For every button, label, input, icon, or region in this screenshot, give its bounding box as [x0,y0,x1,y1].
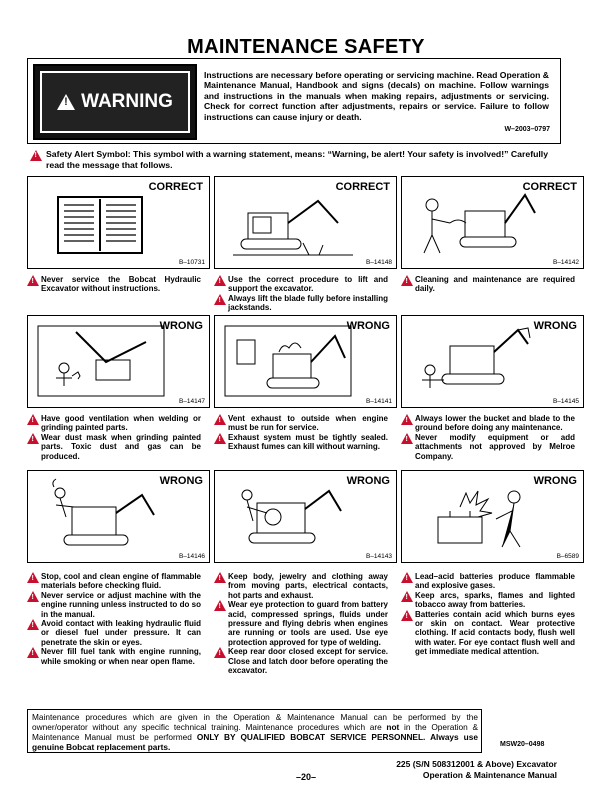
welding-indoors-icon [36,322,166,400]
safety-panel-6 [401,315,584,408]
caption-text: Lead–acid batteries produce flammable and explosive gases. [415,572,575,591]
panel-label: CORRECT [522,181,577,193]
footer-text-b: in the Operation & Maintenance Manual must be performed [32,722,478,742]
alert-triangle-icon [214,647,226,658]
alert-triangle-icon [401,414,413,425]
safety-panel-5 [214,315,397,408]
warning-code: W–2003–0797 [504,126,550,133]
safety-panel-4 [27,315,210,408]
panel-captions [41,414,201,461]
panel-label: WRONG [346,320,390,332]
raised-bucket-icon [410,322,540,400]
safety-panel-2 [214,176,397,269]
manual-name: Operation & Maintenance Manual [422,770,557,780]
caption-text: Vent exhaust to outside when engine must be run for service. [228,414,388,433]
moving-parts-icon [223,477,353,555]
alert-triangle-icon [27,433,39,444]
caption-text: Use the correct procedure to lift and support the excavator. [228,275,388,294]
caption-text: Wear dust mask when grinding painted parts. Toxic dust and gas can be produced. [41,432,201,461]
panel-captions [228,414,388,452]
panel-label: WRONG [533,320,577,332]
safety-panel-3 [401,176,584,269]
fueling-smoking-icon [36,477,166,555]
caption-text: Cleaning and maintenance are required daily. [415,275,575,294]
footer-text-not: not [386,722,400,732]
safety-panel-1 [27,176,210,269]
panel-captions [228,572,388,675]
panel-code: B–14142 [552,259,579,266]
alert-triangle-icon [401,433,413,444]
footer-text-bold: ONLY BY QUALIFIED BOBCAT SERVICE PERSONNEL. Always use genuine Bobcat replacement parts. [32,732,478,752]
caption-text: Never fill fuel tank with engine running, while smoking or when near open flame. [41,647,201,666]
alert-triangle-icon [401,572,413,583]
alert-triangle-icon [27,591,39,602]
panel-code: B–14143 [365,553,392,560]
safety-panel-9 [401,470,584,563]
warning-text: Instructions are necessary before operating or servicing machine. Read Operation & Maintenance Manual, Handbook and signs (decals) on machine. Follow warnings and instructions in the manuals when making repairs, adjustments or servicing. Check for correct function after adjustments, repairs or service. Failure to follow instructions can cause injury or death. [204,70,549,122]
panel-label: WRONG [159,475,203,487]
alert-triangle-icon [214,414,226,425]
caption-text: Wear eye protection to guard from battery acid, compressed springs, fluids under pressure and flying debris when engines are running or tools are used. Use eye protection approved for type of welding. [228,600,388,647]
alert-triangle-icon [214,275,226,286]
footer-code: MSW20–0498 [500,741,545,748]
caption-text: Always lift the blade fully before installing jackstands. [228,293,388,313]
safety-panel-8 [214,470,397,563]
panel-captions [41,275,201,294]
caption-text: Keep arcs, sparks, flames and lighted tobacco away from batteries. [415,590,575,610]
warning-badge [33,64,197,140]
caption-text: Keep rear door closed except for service. Close and latch door before operating the excavator. [228,647,388,676]
alert-triangle-icon [214,433,226,444]
exhaust-indoors-icon [223,322,353,400]
alert-triangle-icon [214,572,226,583]
panel-captions [415,572,575,657]
warning-triangle-icon [57,94,75,110]
panel-code: B–6589 [556,553,579,560]
manual-book-icon [36,183,166,261]
panel-code: B–14141 [365,398,392,405]
alert-triangle-icon [214,294,226,305]
caption-text: Stop, cool and clean engine of flammable materials before checking fluid. [41,572,201,591]
warning-label: WARNING [81,91,173,112]
page-number: –20– [295,772,317,782]
panel-label: WRONG [533,475,577,487]
alert-triangle-icon [27,572,39,583]
alert-triangle-icon [401,275,413,286]
panel-code: B–14145 [552,398,579,405]
panel-code: B–14148 [365,259,392,266]
caption-text: Have good ventilation when welding or grinding painted parts. [41,414,201,433]
caption-text: Batteries contain acid which burns eyes or skin on contact. Wear protective clothing. If acid contacts body, flush well with water. For eye contact flush well and get immediate medical attention. [415,609,575,657]
alert-triangle-icon [401,610,413,621]
alert-triangle-icon [27,414,39,425]
panel-code: B–14146 [178,553,205,560]
alert-triangle-icon [401,591,413,602]
safety-alert-text: Safety Alert Symbol: This symbol with a warning statement, means: “Warning, be alert! Your safety is involved!” Carefully read the message that follows. [46,149,549,170]
panel-label: CORRECT [335,181,390,193]
panel-label: WRONG [159,320,203,332]
caption-text: Never service or adjust machine with the engine running unless instructed to do so in the manual. [41,590,201,619]
panel-captions [41,572,201,666]
excavator-jackstands-icon [223,183,353,261]
caption-text: Avoid contact with leaking hydraulic fluid or diesel fuel under pressure. It can penetrate the skin or eyes. [41,619,201,647]
alert-triangle-icon [27,619,39,630]
excavator-cleaning-icon [410,183,540,261]
footer-text-a: Maintenance procedures which are given in the Operation & Maintenance Manual can be performed by the owner/operator without any specific technical training. Maintenance procedures which are [32,712,478,732]
panel-code: B–14147 [178,398,205,405]
footer-text [32,712,478,752]
battery-explosion-icon [410,477,540,555]
caption-text: Never modify equipment or add attachments not approved by Melroe Company. [415,432,575,461]
panel-code: B–10731 [178,259,205,266]
model-name: 225 (S/N 508312001 & Above) Excavator [396,759,557,769]
safety-alert-icon [30,150,42,161]
panel-captions [415,414,575,461]
alert-triangle-icon [214,600,226,611]
caption-text: Exhaust system must be tightly sealed. Exhaust fumes can kill without warning. [228,432,388,452]
page-title: MAINTENANCE SAFETY [187,36,425,58]
safety-panel-7 [27,470,210,563]
panel-captions [228,275,388,313]
caption-text: Always lower the bucket and blade to the ground before doing any maintenance. [415,414,575,433]
alert-triangle-icon [27,275,39,286]
panel-captions [415,275,575,294]
caption-text: Never service the Bobcat Hydraulic Excavator without instructions. [41,275,201,294]
panel-label: WRONG [346,475,390,487]
alert-triangle-icon [27,647,39,658]
caption-text: Keep body, jewelry and clothing away from moving parts, electrical contacts, hot parts and exhaust. [228,572,388,600]
panel-label: CORRECT [148,181,203,193]
